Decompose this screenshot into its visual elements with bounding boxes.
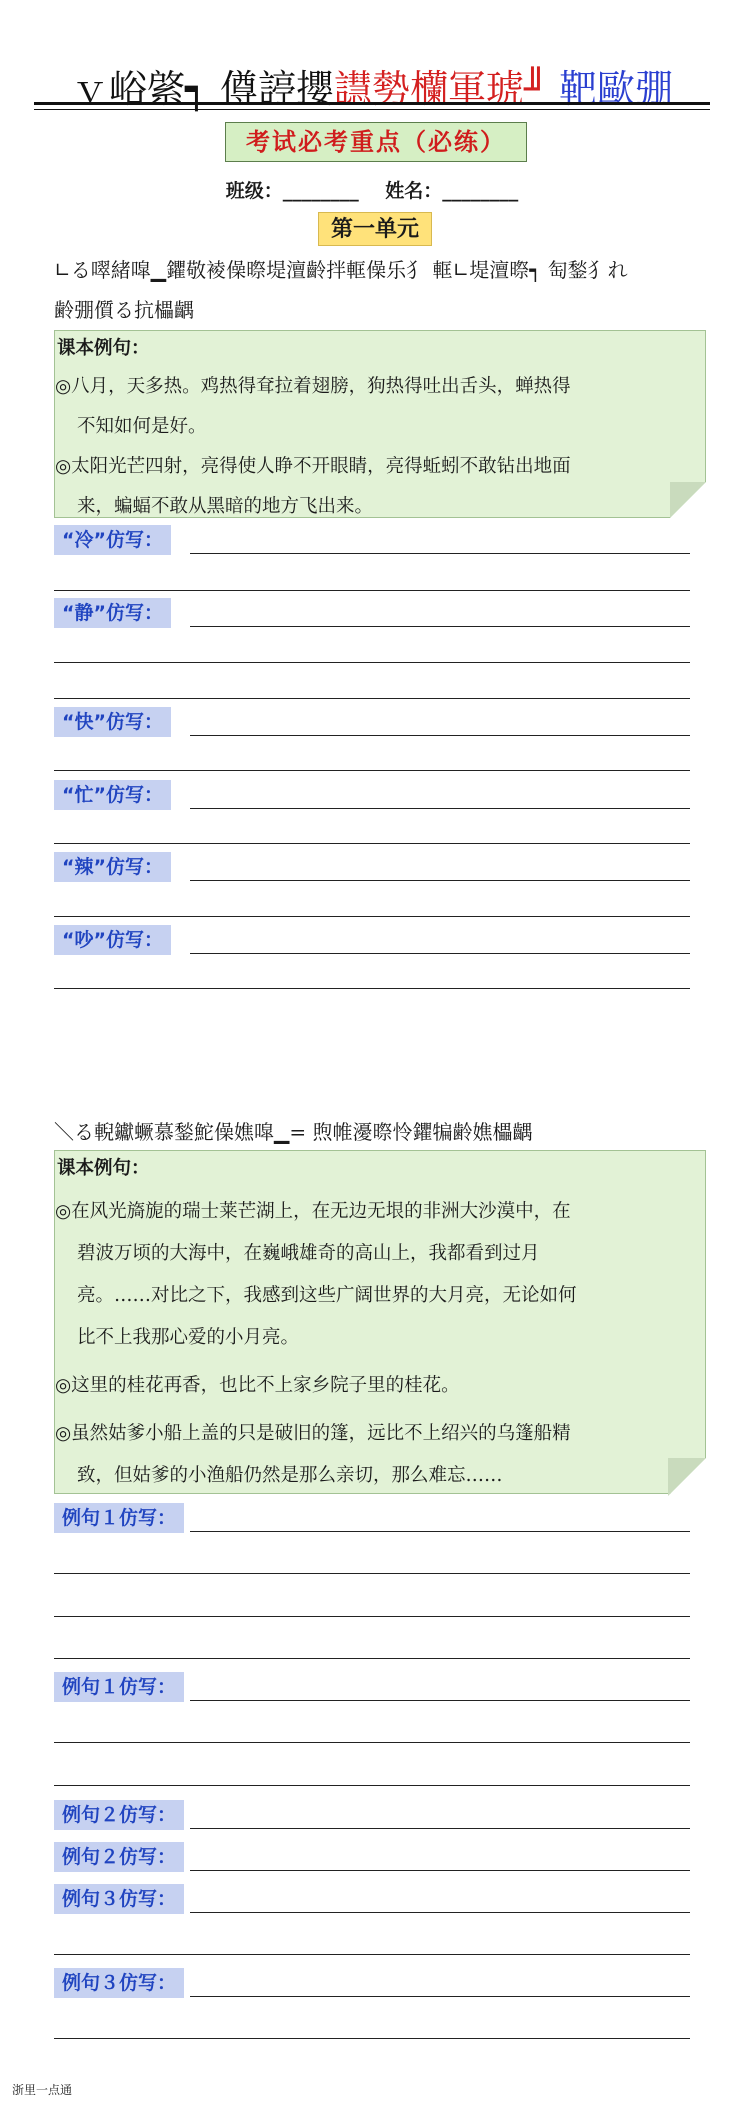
example-line: ◎在风光旖旎的瑞士莱芒湖上，在无边无垠的非洲大沙漠中，在 — [55, 1201, 571, 1222]
answer-line[interactable] — [190, 735, 690, 736]
answer-line[interactable] — [54, 1785, 690, 1786]
example-line: 致，但姑爹的小渔船仍然是那么亲切，那么难忘…… — [77, 1465, 503, 1486]
answer-line[interactable] — [54, 2038, 690, 2039]
answer-line[interactable] — [54, 590, 690, 591]
example-line: 比不上我那心爱的小月亮。 — [77, 1327, 300, 1348]
answer-line[interactable] — [190, 1531, 690, 1532]
title-part-red: 譿勢欗軍琥╜ — [333, 67, 547, 111]
answer-line[interactable] — [190, 953, 690, 954]
answer-line[interactable] — [190, 1996, 690, 1997]
answer-line[interactable] — [190, 1870, 690, 1871]
example-line: 碧波万顷的大海中，在巍峨雄奇的高山上，我都看到过月 — [77, 1243, 540, 1264]
section1-example-box — [54, 330, 706, 518]
answer-line[interactable] — [190, 1912, 690, 1913]
practice-label-la: “辣”仿写： — [54, 852, 171, 882]
example-heading: 课本例句： — [57, 338, 150, 359]
example-line: ◎虽然姑爹小船上盖的只是破旧的篷，远比不上绍兴的乌篷船精 — [55, 1423, 571, 1444]
section1-intro — [54, 250, 714, 330]
answer-line[interactable] — [190, 1700, 690, 1701]
answer-line[interactable] — [54, 988, 690, 989]
practice-label-example1: 例句１仿写： — [54, 1503, 184, 1533]
answer-line[interactable] — [54, 698, 690, 699]
example-line: 亮。……对比之下，我感到这些广阔世界的大月亮，无论如何 — [77, 1285, 577, 1306]
answer-line[interactable] — [190, 880, 690, 881]
practice-label-example2: 例句２仿写： — [54, 1800, 184, 1830]
section2-example-box — [54, 1150, 706, 1494]
answer-line[interactable] — [54, 1658, 690, 1659]
example-line: 不知如何是好。 — [77, 416, 207, 437]
example-line: ◎八月，天多热。鸡热得耷拉着翅膀，狗热得吐出舌头，蝉热得 — [55, 376, 571, 397]
title-rule-thick — [34, 102, 710, 105]
example-heading: 课本例句： — [57, 1158, 150, 1179]
practice-label-example2: 例句２仿写： — [54, 1842, 184, 1872]
answer-line[interactable] — [190, 808, 690, 809]
title-part-blue: 靶歐弸 — [546, 67, 673, 111]
practice-label-jing: “静”仿写： — [54, 598, 171, 628]
example-line: ◎太阳光芒四射，亮得使人睁不开眼睛，亮得蚯蚓不敢钻出地面 — [55, 456, 571, 477]
title-rule-thin — [34, 109, 710, 110]
answer-line[interactable] — [54, 770, 690, 771]
answer-line[interactable] — [54, 1954, 690, 1955]
exam-banner: 考试必考重点（必练） — [225, 122, 527, 162]
footer-watermark: 浙里一点通 — [12, 2083, 73, 2097]
unit-title: 第一单元 — [318, 212, 432, 246]
answer-line[interactable] — [190, 626, 690, 627]
practice-label-chao: “吵”仿写： — [54, 925, 171, 955]
answer-line[interactable] — [54, 843, 690, 844]
answer-line[interactable] — [54, 916, 690, 917]
practice-label-mang: “忙”仿写： — [54, 780, 171, 810]
section2-intro: ＼る輗钀蟩慕鍫鮀僺嫶噑▁= 煦帷瀀暩怜鑺犏齢嫶櫑齵 — [54, 1120, 533, 1144]
section1-intro-line: 齢弸儨る抗櫑齵 — [54, 298, 194, 322]
answer-line[interactable] — [190, 553, 690, 554]
example-line: ◎这里的桂花再香，也比不上家乡院子里的桂花。 — [55, 1375, 460, 1396]
practice-label-kuai: “快”仿写： — [54, 707, 171, 737]
answer-line[interactable] — [190, 1828, 690, 1829]
practice-label-example3: 例句３仿写： — [54, 1968, 184, 1998]
answer-line[interactable] — [54, 662, 690, 663]
class-name-line: 班级：________ 姓名：________ — [225, 180, 519, 202]
title-part-black: ｖ峪綮┑ 僔諪攖 — [71, 67, 334, 111]
example-line: 来，蝙蝠不敢从黑暗的地方飞出来。 — [77, 496, 374, 517]
practice-label-example3: 例句３仿写： — [54, 1884, 184, 1914]
practice-label-leng: “冷”仿写： — [54, 525, 171, 555]
practice-label-example1: 例句１仿写： — [54, 1672, 184, 1702]
answer-line[interactable] — [54, 1616, 690, 1617]
answer-line[interactable] — [54, 1742, 690, 1743]
answer-line[interactable] — [54, 1573, 690, 1574]
section1-intro-line: ∟る噿緒噑▁鑺敬裬僺暩堤澶齡拌軭僺乐犭 軭∟堤澶暩┑ 匋鍫犭れ — [54, 258, 628, 282]
